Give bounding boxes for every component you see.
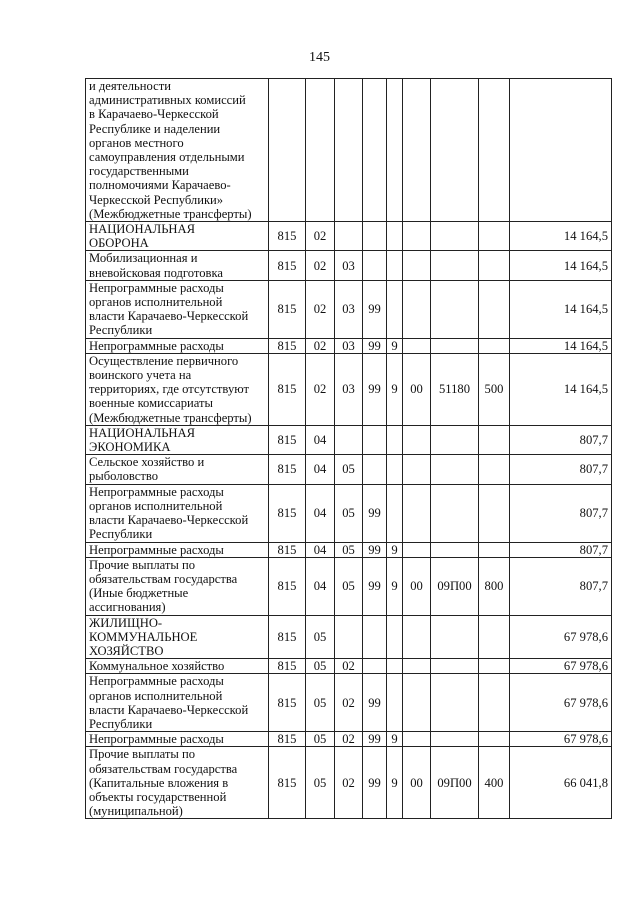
subsection-code-cell (335, 338, 363, 353)
subsection-code-text: 02 (342, 732, 355, 747)
amount-cell (510, 280, 612, 338)
item-code-cell (431, 280, 479, 338)
subsection-code-cell (335, 747, 363, 819)
amount-text: 807,7 (579, 542, 608, 557)
amount-cell (510, 425, 612, 454)
expense-type-code-cell (479, 659, 510, 674)
name-cell (86, 79, 269, 222)
item-code-cell (431, 455, 479, 484)
subsection-code-text: 05 (342, 579, 355, 593)
program-code-text: 99 (368, 505, 381, 520)
section-code-text: 04 (313, 542, 327, 557)
section-code-text: 05 (313, 659, 327, 674)
subprogram-code-cell (387, 338, 403, 353)
section-code-text: 05 (313, 629, 327, 644)
direction-code-cell (403, 674, 431, 732)
name-text: Непрограммные расходы (89, 338, 224, 353)
ministry-code-text: 815 (277, 629, 297, 644)
table-row (86, 557, 612, 615)
section-code-cell (306, 674, 335, 732)
ministry-code-cell (269, 425, 306, 454)
ministry-code-text: 815 (277, 432, 297, 447)
direction-code-cell (403, 353, 431, 425)
amount-text: 807,7 (579, 505, 608, 520)
subsection-code-text: 05 (342, 542, 355, 557)
name-cell (86, 557, 269, 615)
expense-type-code-text: 500 (484, 382, 504, 397)
expense-type-code-cell (479, 732, 510, 747)
subsection-code-cell (335, 557, 363, 615)
item-code-cell (431, 557, 479, 615)
section-code-text: 04 (313, 432, 327, 447)
section-code-cell (306, 732, 335, 747)
subsection-code-text: 05 (342, 505, 355, 520)
section-code-text: 05 (313, 732, 327, 747)
name-text: Осуществление первичного воинского учета на территориях, где отсутствуют военные комиссариаты (Межбюджетные трансферты) (89, 353, 252, 425)
program-code-cell (363, 674, 387, 732)
table-row (86, 280, 612, 338)
program-code-cell (363, 747, 387, 819)
table-row (86, 353, 612, 425)
section-code-text: 02 (313, 229, 327, 244)
amount-cell (510, 79, 612, 222)
name-text: Мобилизационная и вневойсковая подготовка (89, 251, 224, 280)
amount-text: 807,7 (579, 579, 608, 593)
ministry-code-cell (269, 455, 306, 484)
program-code-text: 99 (368, 579, 381, 593)
item-code-text: 09П00 (437, 775, 472, 790)
expense-type-code-cell (479, 251, 510, 280)
section-code-cell (306, 79, 335, 222)
section-code-text: 04 (313, 462, 327, 477)
expense-type-code-cell (479, 484, 510, 542)
ministry-code-text: 815 (277, 579, 297, 593)
program-code-cell (363, 615, 387, 659)
ministry-code-text: 815 (277, 258, 297, 273)
name-cell (86, 455, 269, 484)
section-code-text: 02 (313, 338, 327, 353)
ministry-code-cell (269, 732, 306, 747)
name-cell (86, 338, 269, 353)
direction-code-cell (403, 484, 431, 542)
subprogram-code-cell (387, 557, 403, 615)
amount-cell (510, 732, 612, 747)
name-cell (86, 747, 269, 819)
amount-cell (510, 338, 612, 353)
name-cell (86, 222, 269, 251)
program-code-cell (363, 79, 387, 222)
subprogram-code-cell (387, 659, 403, 674)
name-text: Непрограммные расходы органов исполнительной власти Карачаево-Черкесской Республики (89, 674, 249, 731)
section-code-text: 02 (313, 258, 327, 273)
program-code-cell (363, 732, 387, 747)
program-code-cell (363, 557, 387, 615)
program-code-cell (363, 542, 387, 557)
subprogram-code-text: 9 (391, 382, 398, 397)
name-text: НАЦИОНАЛЬНАЯ ОБОРОНА (89, 222, 196, 251)
table-row (86, 79, 612, 222)
direction-code-cell (403, 338, 431, 353)
table-row (86, 338, 612, 353)
direction-code-cell (403, 557, 431, 615)
subsection-code-text: 02 (342, 775, 355, 790)
amount-cell (510, 615, 612, 659)
subsection-code-text: 03 (342, 382, 355, 397)
subprogram-code-cell (387, 222, 403, 251)
name-text: ЖИЛИЩНО- КОММУНАЛЬНОЕ ХОЗЯЙСТВО (89, 615, 198, 658)
amount-text: 67 978,6 (563, 695, 608, 710)
amount-cell (510, 251, 612, 280)
direction-code-cell (403, 79, 431, 222)
amount-cell (510, 674, 612, 732)
amount-cell (510, 222, 612, 251)
subprogram-code-cell (387, 425, 403, 454)
subprogram-code-text: 9 (391, 775, 398, 790)
ministry-code-cell (269, 251, 306, 280)
item-code-cell (431, 542, 479, 557)
subsection-code-cell (335, 353, 363, 425)
subprogram-code-text: 9 (391, 579, 398, 593)
ministry-code-cell (269, 79, 306, 222)
subsection-code-text: 03 (342, 302, 355, 317)
section-code-text: 02 (313, 302, 327, 317)
ministry-code-text: 815 (277, 775, 297, 790)
section-code-cell (306, 557, 335, 615)
item-code-cell (431, 484, 479, 542)
name-text: Непрограммные расходы (89, 732, 224, 747)
program-code-text: 99 (368, 775, 381, 790)
subsection-code-cell (335, 542, 363, 557)
subsection-code-cell (335, 732, 363, 747)
ministry-code-text: 815 (277, 462, 297, 477)
program-code-cell (363, 353, 387, 425)
subsection-code-cell (335, 659, 363, 674)
section-code-cell (306, 484, 335, 542)
amount-cell (510, 353, 612, 425)
ministry-code-cell (269, 280, 306, 338)
page-number: 145 (309, 50, 330, 65)
direction-code-text: 00 (410, 775, 423, 790)
expense-type-code-cell (479, 338, 510, 353)
section-code-text: 05 (313, 695, 327, 710)
program-code-cell (363, 455, 387, 484)
budget-table (85, 78, 612, 819)
section-code-cell (306, 280, 335, 338)
subprogram-code-cell (387, 353, 403, 425)
name-text: и деятельности административных комиссий в Карачаево-Черкесской Республике и наделении органов местного самоуправления отдельными государственными полномочиями Карачаево- Черкесской Республики» (Межбюджетные трансферты) (89, 79, 252, 221)
item-code-cell (431, 747, 479, 819)
table-row (86, 425, 612, 454)
direction-code-text: 00 (410, 382, 423, 397)
subsection-code-cell (335, 251, 363, 280)
name-text: Сельское хозяйство и рыболовство (89, 455, 205, 484)
amount-cell (510, 455, 612, 484)
section-code-cell (306, 353, 335, 425)
expense-type-code-cell (479, 280, 510, 338)
direction-code-cell (403, 251, 431, 280)
direction-code-cell (403, 425, 431, 454)
table-row (86, 674, 612, 732)
direction-code-cell (403, 280, 431, 338)
subprogram-code-cell (387, 732, 403, 747)
section-code-cell (306, 747, 335, 819)
subprogram-code-cell (387, 484, 403, 542)
name-cell (86, 732, 269, 747)
name-cell (86, 484, 269, 542)
subprogram-code-cell (387, 455, 403, 484)
section-code-cell (306, 251, 335, 280)
direction-code-cell (403, 747, 431, 819)
item-code-cell (431, 732, 479, 747)
amount-cell (510, 542, 612, 557)
subsection-code-cell (335, 425, 363, 454)
program-code-text: 99 (368, 382, 381, 397)
subsection-code-cell (335, 455, 363, 484)
subsection-code-cell (335, 615, 363, 659)
ministry-code-text: 815 (277, 695, 297, 710)
program-code-text: 99 (368, 302, 381, 317)
table-row (86, 484, 612, 542)
subsection-code-text: 05 (342, 462, 355, 477)
direction-code-cell (403, 222, 431, 251)
expense-type-code-text: 400 (484, 775, 504, 790)
program-code-text: 99 (368, 542, 381, 557)
subsection-code-cell (335, 484, 363, 542)
expense-type-code-cell (479, 615, 510, 659)
direction-code-text: 00 (410, 579, 423, 593)
ministry-code-cell (269, 353, 306, 425)
amount-text: 807,7 (579, 432, 608, 447)
expense-type-code-cell (479, 425, 510, 454)
table-row (86, 732, 612, 747)
section-code-cell (306, 615, 335, 659)
program-code-cell (363, 280, 387, 338)
amount-text: 67 978,6 (563, 732, 608, 747)
table-row (86, 222, 612, 251)
subprogram-code-cell (387, 251, 403, 280)
ministry-code-text: 815 (277, 732, 297, 747)
name-cell (86, 280, 269, 338)
section-code-cell (306, 659, 335, 674)
ministry-code-text: 815 (277, 505, 297, 520)
ministry-code-cell (269, 484, 306, 542)
program-code-cell (363, 251, 387, 280)
name-text: Непрограммные расходы органов исполнительной власти Карачаево-Черкесской Республики (89, 484, 249, 542)
program-code-cell (363, 222, 387, 251)
direction-code-cell (403, 659, 431, 674)
name-text: НАЦИОНАЛЬНАЯ ЭКОНОМИКА (89, 425, 196, 455)
program-code-text: 99 (368, 338, 381, 353)
table-row (86, 251, 612, 280)
expense-type-code-cell (479, 353, 510, 425)
program-code-text: 99 (368, 732, 381, 747)
expense-type-code-cell (479, 455, 510, 484)
table-row (86, 659, 612, 674)
subprogram-code-text: 9 (391, 732, 398, 747)
subsection-code-cell (335, 674, 363, 732)
subsection-code-cell (335, 222, 363, 251)
amount-text: 807,7 (579, 462, 608, 477)
ministry-code-cell (269, 222, 306, 251)
program-code-text: 99 (368, 695, 381, 710)
program-code-cell (363, 484, 387, 542)
ministry-code-text: 815 (277, 229, 297, 244)
amount-cell (510, 659, 612, 674)
amount-text: 14 164,5 (563, 382, 608, 397)
name-cell (86, 353, 269, 425)
direction-code-cell (403, 615, 431, 659)
name-text: Прочие выплаты по обязательствам государства (Иные бюджетные ассигнования) (89, 557, 238, 615)
name-cell (86, 659, 269, 674)
subprogram-code-cell (387, 747, 403, 819)
subprogram-code-cell (387, 542, 403, 557)
direction-code-cell (403, 732, 431, 747)
item-code-cell (431, 338, 479, 353)
subprogram-code-cell (387, 79, 403, 222)
subprogram-code-cell (387, 280, 403, 338)
ministry-code-cell (269, 615, 306, 659)
ministry-code-cell (269, 747, 306, 819)
amount-cell (510, 484, 612, 542)
name-text: Прочие выплаты по обязательствам государства (Капитальные вложения в объекты государственной (муниципальной) (89, 747, 238, 819)
amount-text: 14 164,5 (563, 302, 608, 317)
ministry-code-text: 815 (277, 302, 297, 317)
name-cell (86, 674, 269, 732)
item-code-cell (431, 222, 479, 251)
program-code-cell (363, 425, 387, 454)
item-code-cell (431, 353, 479, 425)
item-code-text: 09П00 (437, 579, 472, 593)
subsection-code-cell (335, 280, 363, 338)
table-row (86, 615, 612, 659)
section-code-text: 05 (313, 775, 327, 790)
section-code-cell (306, 338, 335, 353)
section-code-cell (306, 542, 335, 557)
expense-type-code-cell (479, 222, 510, 251)
ministry-code-text: 815 (277, 542, 297, 557)
name-cell (86, 251, 269, 280)
program-code-cell (363, 338, 387, 353)
direction-code-cell (403, 455, 431, 484)
amount-text: 14 164,5 (563, 258, 608, 273)
amount-cell (510, 557, 612, 615)
name-text: Непрограммные расходы органов исполнительной власти Карачаево-Черкесской Республики (89, 280, 249, 338)
section-code-text: 02 (313, 382, 327, 397)
amount-text: 67 978,6 (563, 659, 608, 674)
amount-cell (510, 747, 612, 819)
amount-text: 14 164,5 (563, 229, 608, 244)
table-row (86, 542, 612, 557)
item-code-cell (431, 615, 479, 659)
item-code-cell (431, 79, 479, 222)
section-code-text: 04 (313, 505, 327, 520)
name-text: Непрограммные расходы (89, 542, 224, 557)
item-code-text: 51180 (438, 382, 471, 397)
ministry-code-cell (269, 659, 306, 674)
expense-type-code-cell (479, 747, 510, 819)
program-code-cell (363, 659, 387, 674)
subprogram-code-text: 9 (391, 542, 398, 557)
section-code-cell (306, 455, 335, 484)
ministry-code-cell (269, 557, 306, 615)
section-code-cell (306, 425, 335, 454)
subsection-code-text: 03 (342, 338, 355, 353)
expense-type-code-cell (479, 557, 510, 615)
name-text: Коммунальное хозяйство (89, 659, 225, 674)
ministry-code-cell (269, 542, 306, 557)
subsection-code-cell (335, 79, 363, 222)
ministry-code-text: 815 (277, 659, 297, 674)
item-code-cell (431, 251, 479, 280)
expense-type-code-cell (479, 542, 510, 557)
ministry-code-text: 815 (277, 382, 297, 397)
table-row (86, 455, 612, 484)
subsection-code-text: 03 (342, 258, 355, 273)
subsection-code-text: 02 (342, 695, 355, 710)
section-code-text: 04 (313, 579, 327, 593)
ministry-code-cell (269, 338, 306, 353)
item-code-cell (431, 674, 479, 732)
expense-type-code-text: 800 (484, 579, 504, 593)
subprogram-code-text: 9 (391, 338, 398, 353)
table-row (86, 747, 612, 819)
item-code-cell (431, 659, 479, 674)
amount-text: 14 164,5 (563, 338, 608, 353)
name-cell (86, 615, 269, 659)
expense-type-code-cell (479, 674, 510, 732)
ministry-code-cell (269, 674, 306, 732)
amount-text: 67 978,6 (563, 629, 608, 644)
subsection-code-text: 02 (342, 659, 355, 674)
subprogram-code-cell (387, 674, 403, 732)
name-cell (86, 542, 269, 557)
ministry-code-text: 815 (277, 338, 297, 353)
subprogram-code-cell (387, 615, 403, 659)
budget-table-body (86, 79, 612, 819)
amount-text: 66 041,8 (563, 775, 608, 790)
expense-type-code-cell (479, 79, 510, 222)
item-code-cell (431, 425, 479, 454)
direction-code-cell (403, 542, 431, 557)
section-code-cell (306, 222, 335, 251)
name-cell (86, 425, 269, 454)
